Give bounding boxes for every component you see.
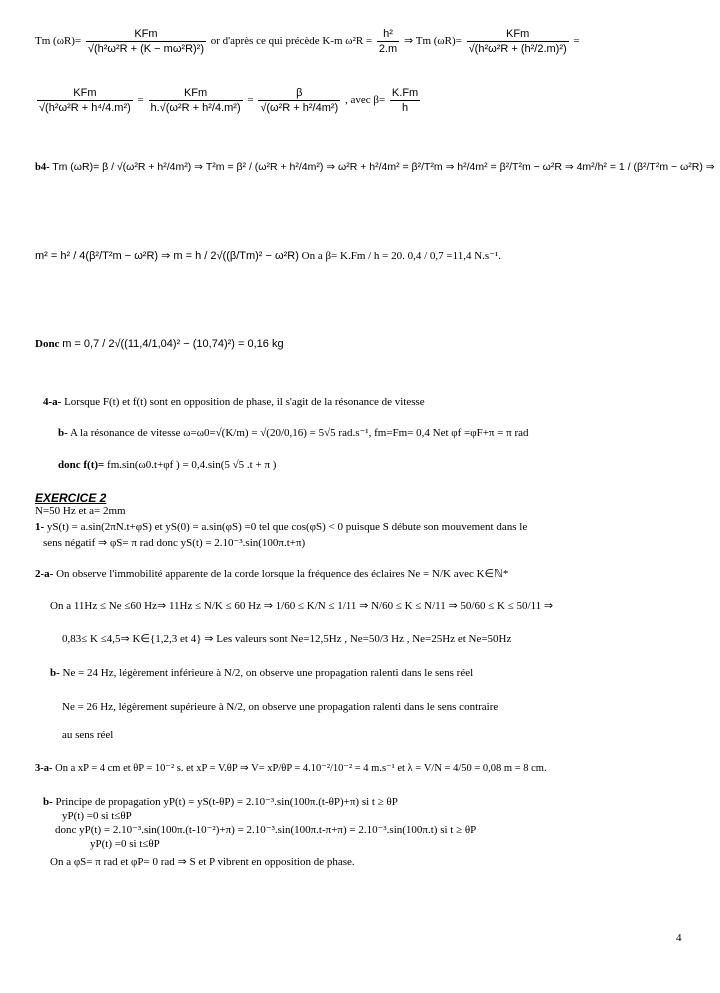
- part-2a-label: 2-a-: [35, 568, 54, 580]
- section-4b: [58, 426, 529, 440]
- part-2b-label: b-: [50, 667, 60, 679]
- equation-line-2: $\frac{\text{KFm}}{\text{√(h²ω²R + h⁴/4.m²)}}$ = $\frac{\text{KFm}}{\text{h.√(ω²R + h²/4.m²)}}$ = $\frac{\beta}{\text{√(ω²R + h²/4m²)}}$ , avec β= $\frac{K.Fm}{h}$: [39, 87, 419, 114]
- part-3b-line-4: yP(t) =0 si t≤θP: [90, 838, 160, 850]
- eq2-a-denominator: √(h²ω²R + h⁴/4.m²): [39, 102, 131, 114]
- part-1-line-2: sens négatif ⇒ φS= π rad donc yS(t) = 2.10⁻³.sin(100π.t+π): [43, 537, 306, 549]
- eq1-arrow: ⇒ Tm (ωR)=: [403, 35, 462, 48]
- eq2-c-denominator: √(ω²R + h²/4m²): [260, 102, 339, 114]
- eq1-small-denominator: 2.m: [378, 43, 398, 55]
- eq4-text: m² = h² / 4(β²/T²m − ω²R) ⇒ m = h / 2√((β/Tm)² − ω²R): [35, 250, 299, 262]
- part-3a: [35, 762, 547, 776]
- part-3a-text: On a xP = 4 cm et θP = 10⁻² s. et xP = V.θP ⇒ V= xP/θP = 4.10⁻²/10⁻² = 4 m.s⁻¹ et λ = V/N = 4/50 = 0,08 m = 8 cm.: [55, 763, 547, 774]
- section-4a: [43, 395, 425, 409]
- section-4a-text: Lorsque F(t) et f(t) sont en opposition de phase, il s'agit de la résonance de vitesse: [64, 396, 425, 408]
- part-3b-label: b-: [43, 796, 53, 808]
- section-4-donc-text: fm.sin(ω0.t+φf ) = 0,4.sin(5 √5 .t + π ): [107, 459, 277, 471]
- part-3b-line-2: yP(t) =0 si t≤θP: [62, 810, 132, 822]
- part-2a-text: On observe l'immobilité apparente de la corde lorsque la fréquence des éclaires Ne = N/K avec K∈ℕ*: [56, 568, 509, 580]
- eq2-beta-fraction: [390, 86, 420, 115]
- part-3b-line-3: donc yP(t) = 2.10⁻³.sin(100π.(t-10⁻²)+π) = 2.10⁻³.sin(100π.t-π+π) = 2.10⁻³.sin(100π.t) si t ≥ θP: [55, 824, 477, 836]
- eq1-fraction-2: [467, 27, 569, 56]
- equation-line-5: [35, 337, 284, 351]
- eq2-fraction-c: [258, 86, 340, 115]
- eq1-small-fraction: [377, 27, 399, 56]
- part-1-line-1: [35, 520, 527, 534]
- equation-line-4: [35, 249, 501, 263]
- part-2b-text-1: Ne = 24 Hz, légèrement inférieure à N/2, on observe une propagation ralenti dans le sens réel: [62, 667, 474, 679]
- page-number: 4: [676, 932, 682, 944]
- eq2-c-numerator: β: [258, 86, 340, 101]
- eq1-denominator: √(h²ω²R + (K − mω²R)²): [87, 43, 205, 55]
- part-3b-line-1: [43, 795, 398, 809]
- eq1-lhs: m (ωR)=: [41, 35, 82, 48]
- eq3-text: Tm (ωR)= β / √(ω²R + h²/4m²) ⇒ T²m = β² / (ω²R + h²/4m²) ⇒ ω²R + h²/4m² = β²/T²m ⇒ h²/4m² = β²/T²m − ω²R ⇒ 4m²/h² = 1 / (β²/T²m − ω²R) ⇒: [52, 161, 715, 173]
- part-2b-line-2: Ne = 26 Hz, légèrement supérieure à N/2, on observe une propagation ralenti dans le sens contraire: [62, 701, 499, 713]
- eq2-beta-denominator: h: [402, 102, 409, 114]
- part-2b-line-3: au sens réel: [62, 729, 114, 741]
- section-4b-label: b-: [58, 427, 68, 439]
- eq1-small-numerator: h²: [377, 27, 399, 42]
- eq2-b-numerator: KFm: [149, 86, 243, 101]
- equation-line-3: [35, 160, 715, 175]
- eq1-fraction: [86, 27, 206, 56]
- part-2a-inequality-2: 0,83≤ K ≤4,5⇒ K∈{1,2,3 et 4} ⇒ Les valeurs sont Ne=12,5Hz , Ne=50/3 Hz , Ne=25Hz et Ne=50Hz: [62, 633, 512, 645]
- eq2-a-numerator: KFm: [37, 86, 133, 101]
- eq5-text: m = 0,7 / 2√((11,4/1,04)² − (10,74)²) = 0,16 kg: [62, 338, 284, 350]
- eq3-label: b4-: [35, 162, 50, 173]
- section-4-donc: [58, 458, 276, 472]
- eq5-label: Donc: [35, 338, 60, 350]
- exercise-2-given: N=50 Hz et a= 2mm: [35, 505, 126, 517]
- exercise-2-title: EXERCICE 2: [35, 491, 107, 505]
- eq1-middle-text: or d'après ce qui précède K-m ω²R =: [210, 35, 373, 48]
- part-1-label: 1-: [35, 521, 45, 533]
- eq2-fraction-a: [37, 86, 133, 115]
- eq1-prefix: T: [35, 35, 42, 48]
- part-1-text-1: yS(t) = a.sin(2πN.t+φS) et yS(0) = a.sin(φS) =0 tel que cos(φS) < 0 puisque S débute son mouvement dans le: [46, 521, 528, 533]
- part-3a-label: 3-a-: [35, 763, 53, 774]
- eq1-numerator: KFm: [86, 27, 206, 42]
- section-4a-label: 4-a-: [43, 396, 62, 408]
- part-2b-line-1: [50, 666, 473, 680]
- section-4-donc-label: donc f(t)=: [58, 459, 105, 471]
- part-3b-text-1: Principe de propagation yP(t) = yS(t-θP) = 2.10⁻³.sin(100π.(t-θP)+π) si t ≥ θP: [55, 796, 398, 808]
- eq4-tail: On a β= K.Fm / h = 20. 0,4 / 0,7 =11,4 N.s⁻¹.: [301, 250, 502, 262]
- eq2-fraction-b: [149, 86, 243, 115]
- eq2-beta-numerator: K.Fm: [391, 87, 419, 99]
- part-2a: [35, 567, 508, 581]
- eq1-numerator-2: KFm: [467, 27, 569, 42]
- eq2-b-denominator: h.√(ω²R + h²/4.m²): [150, 102, 241, 114]
- section-4b-text: A la résonance de vitesse ω=ω0=√(K/m) = √(20/0,16) = 5√5 rad.s⁻¹, fm=Fm= 0,4 Net φf =φF+π = π rad: [69, 427, 529, 439]
- eq2-tail: , avec β=: [344, 94, 386, 107]
- part-2a-inequality-1: On a 11Hz ≤ Ne ≤60 Hz⇒ 11Hz ≤ N/K ≤ 60 Hz ⇒ 1/60 ≤ K/N ≤ 1/11 ⇒ N/60 ≤ K ≤ N/11 ⇒ 50/60 ≤ K ≤ 50/11 ⇒: [50, 600, 554, 612]
- eq1-denominator-2: √(h²ω²R + (h²/2.m)²): [468, 43, 567, 55]
- part-3b-line-5: On a φS= π rad et φP= 0 rad ⇒ S et P vibrent en opposition de phase.: [50, 856, 355, 868]
- equation-line-1: Tm (ωR)= $\frac{\text{KFm}}{\text{√(h²ω²R + (K − mω²R)²)}}$ or d'après ce qui précède K-m ω²R = $\frac{\text{h²}}{2.m}$ ⇒ Tm (ωR)= $\frac{\text{KFm}}{\text{√(h²ω²R + (h²/2.m)²)}}$ =: [35, 28, 580, 55]
